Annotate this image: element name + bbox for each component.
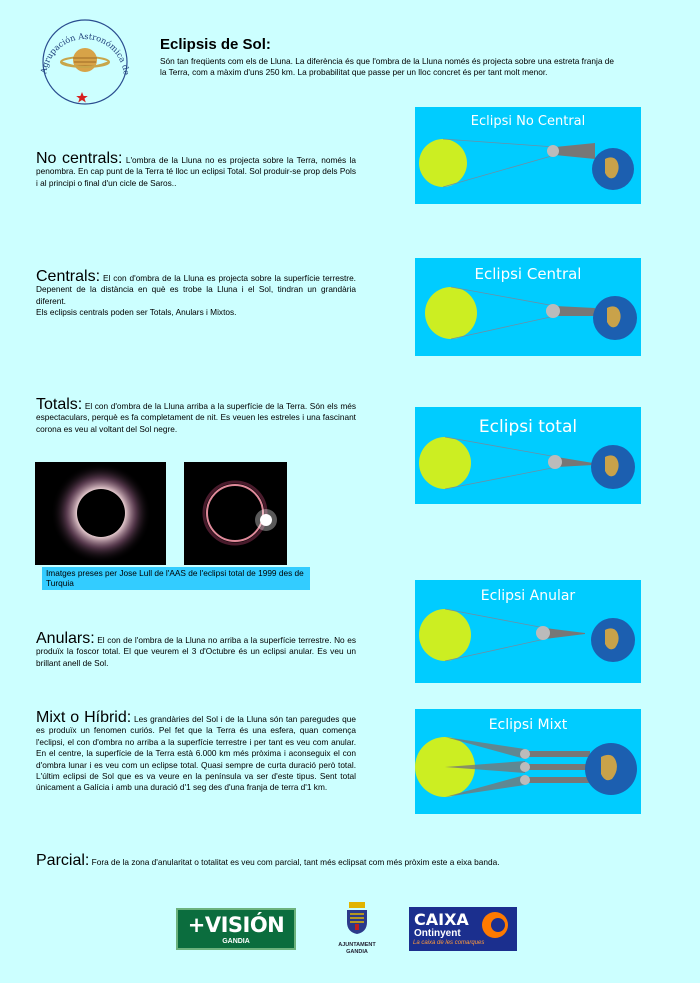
caixa-ontinyent-logo: CAIXA Ontinyent La caixa de les comarques: [409, 907, 517, 951]
page-title: Eclipsis de Sol:: [160, 36, 271, 53]
sun-icon: [425, 287, 477, 339]
section-text: L'ombra de la Lluna no es projecta sobre la Terra, només la penombra. En cap punt de la Terra té lloc un eclipsi Total. Sol produir-se prop dels Pols i al principi o final d'un cicle de Saros..: [36, 155, 356, 188]
eclipse-photo-corona: [35, 462, 166, 565]
section-mixt: [36, 711, 356, 794]
sun-icon: [419, 609, 471, 661]
moon-icon: [520, 762, 530, 772]
diagram-no-central: [415, 107, 641, 204]
section-heading: Totals:: [36, 396, 83, 413]
section-no-centrals: [36, 152, 356, 189]
diagram-title: Eclipsi No Central: [470, 114, 586, 129]
moon-icon: [536, 626, 550, 640]
association-logo: [32, 18, 138, 106]
section-text: El con d'ombra de la Lluna arriba a la superfície de la Terra. Són els més espectaculars, perquè es fa completament de nit. Es veuen les estreles i una fascinant corona es veu al voltant del Sol negre.: [36, 401, 356, 434]
eclipse-photo-diamond-ring: [184, 462, 287, 565]
section-text: Fora de la zona d'anularitat o totalitat es veu com parcial, tant més eclipsat com més pròxim este a eixa banda.: [91, 857, 500, 867]
section-heading: No centrals:: [36, 150, 123, 167]
moon-icon: [547, 145, 559, 157]
section-text: Les grandàries del Sol i de la Lluna són tan paregudes que es produïx un fenomen curiós. Pel fet que la Terra és una esfera, quan comença l'eclipsi, el con d'ombra no arriba a la superfície terrestre i per tant es veu com anular. En el centre, la superfície de la Terra està 6.000 km més pròxima i aconseguix el con d'ombra lunar i es veu com un eclipse total. Quasi sempre de curta duració però total. L'últim eclipsi de Sol que es va veure en la península va ser d'este tipus. Sent total únicament a Galícia i amb una duració d'1 seg des d'una franja de terra d'1 km.: [36, 714, 356, 793]
photo-caption: Imatges preses per Jose Lull de l'AAS de l'eclipsi total de 1999 des de Turquia: [42, 567, 310, 590]
caixa-ring-icon: [481, 911, 509, 939]
section-text: El con d'ombra de la Lluna es projecta sobre la superfície terrestre. Depenent de la distància en què es trobe la Lluna i el Sol, tindran un grandària diferent.: [36, 273, 356, 306]
section-heading: Anulars:: [36, 630, 95, 647]
moon-icon: [548, 455, 562, 469]
section-heading: Mixt o Híbrid:: [36, 709, 132, 726]
intro-text: Són tan freqüents com els de Lluna. La diferència és que l'ombra de la Lluna només és projecta sobre una estreta franja de la Terra, com a màxim d'uns 250 km. La probabilitat que passe per un lloc concret és per tant molt menor.: [160, 56, 614, 77]
diagram-mixt: [415, 709, 641, 814]
section-heading: Parcial:: [36, 852, 90, 869]
section-totals: [36, 398, 356, 435]
coat-of-arms-icon: [345, 902, 369, 934]
diagram-central: [415, 258, 641, 356]
section-anulars: [36, 632, 356, 669]
vision-gandia-logo: +VISIÓN GANDIA: [176, 908, 296, 950]
diagram-total: [415, 407, 641, 504]
diagram-title: Eclipsi Mixt: [488, 717, 568, 733]
moon-icon: [546, 304, 560, 318]
section-centrals: [36, 270, 356, 319]
section-heading: Centrals:: [36, 268, 101, 285]
ajuntament-gandia-logo: AJUNTAMENT GANDIA: [333, 900, 381, 960]
sun-icon: [419, 437, 471, 489]
sun-icon: [419, 139, 467, 187]
diagram-anular: [415, 580, 641, 683]
diagram-title: Eclipsi total: [478, 417, 578, 437]
diagram-title: Eclipsi Central: [474, 265, 582, 283]
section-parcial: [36, 854, 656, 868]
star-icon: [76, 92, 88, 103]
logo-text: Agrupación Astronómica de: [38, 30, 132, 76]
section-text-2: Els eclipsis centrals poden ser Totals, Anulars i Mixtos.: [36, 307, 237, 318]
diagram-title: Eclipsi Anular: [480, 588, 576, 604]
section-text: El con de l'ombra de la Lluna no arriba a la superfície terrestre. No es produïx la foscor total. El que veurem el 3 d'Octubre és un eclipsi anular. Es veu un brillant anell de Sol.: [36, 635, 356, 668]
